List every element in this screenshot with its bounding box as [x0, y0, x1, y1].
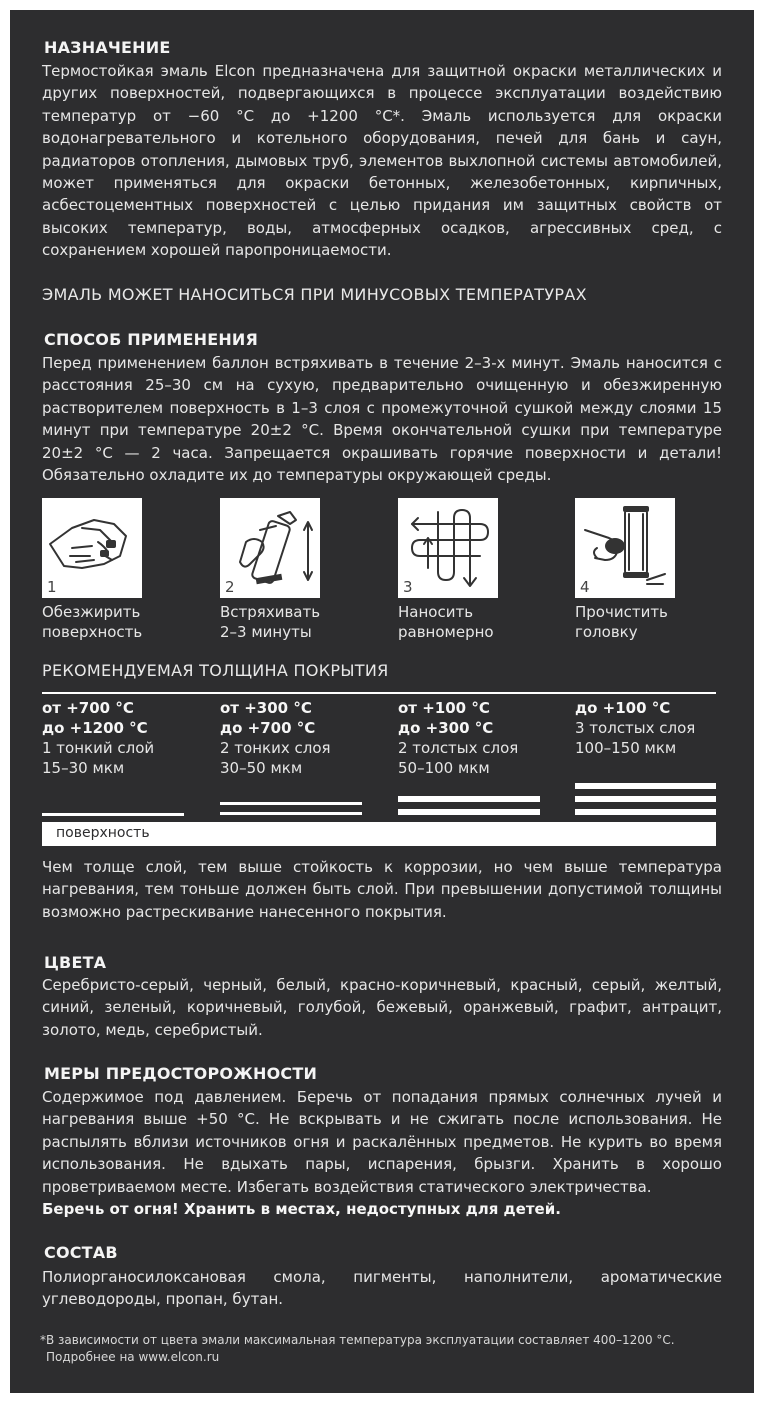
spray-pattern-icon	[398, 498, 498, 598]
step-number: 2	[225, 578, 235, 596]
thickness-note: Чем толще слой, тем выше стойкость к коррозии, но чем выше температура нагревания, тем тоньше должен быть слой. При превышении допустимой толщины возможно растрескивание нанесенного покрытия.	[42, 858, 722, 921]
step-number: 3	[403, 578, 413, 596]
shake-can-icon	[220, 498, 320, 598]
layer-bar-col2-a	[220, 802, 362, 805]
step-caption-3: Наносить равномерно	[398, 603, 494, 641]
thickness-column-4: до +100 °С 3 толстых слоя 100–150 мкм	[575, 699, 696, 757]
footnote-website[interactable]: Подробнее на www.elcon.ru	[46, 1350, 220, 1364]
application-text: Перед применением баллон встряхивать в течение 2–3-х минут. Эмаль наносится с расстояния 25–30 см на сухую, предварительно очищенную и обезжиренную растворителем поверхность в 1–3 слоя с промежуточной сушкой между слоями 15 минут при температуре 20±2 °С. Время окончательной сушки при температуре 20±2 °С — 2 часа. Запрещается окрашивать горячие поверхности и детали! Обязательно охладите их до температуры окружающей среды.	[42, 354, 722, 485]
surface-band	[42, 822, 716, 846]
hand-wipe-icon	[42, 498, 142, 598]
thickness-column-3: от +100 °С до +300 °С 2 толстых слоя 50–100 мкм	[398, 699, 519, 777]
thickness-column-2: от +300 °С до +700 °С 2 тонких слоя 30–50 мкм	[220, 699, 331, 777]
purpose-text: Термостойкая эмаль Elcon предназначена для защитной окраски металлических и других поверхностей, подвергающихся в процессе эксплуатации воздействию температур от −60 °С до +1200 °С*. Эмаль используется для окраски водонагревательного и котельного оборудования, печей для бань и саун, радиаторов отопления, дымовых труб, элементов выхлопной системы автомобилей, может применяться для окраски бетонных, железобетонных, кирпичных, асбестоцементных поверхностей с целью придания им защитных свойств от высоких температур, воды, атмосферных осадков, агрессивных сред, с сохранением хорошей паропроницаемости.	[42, 62, 722, 260]
layer-bar-col3-b	[398, 809, 540, 815]
step-number: 4	[580, 578, 590, 596]
purpose-heading: НАЗНАЧЕНИЕ	[44, 38, 171, 57]
surface-label: поверхность	[56, 825, 150, 841]
thickness-top-rule	[42, 692, 716, 694]
footnote	[40, 1332, 675, 1366]
fire-warning: Беречь от огня! Хранить в местах, недоступных для детей.	[42, 1200, 561, 1219]
composition-heading: СОСТАВ	[44, 1243, 118, 1262]
precautions-heading: МЕРЫ ПРЕДОСТОРОЖНОСТИ	[44, 1064, 318, 1083]
precautions-text: Содержимое под давлением. Беречь от попадания прямых солнечных лучей и нагревания выше +50 °С. Не вскрывать и не сжигать после использования. Не распылять вблизи источников огня и раскалённых предметов. Не курить во время использования. Не вдыхать пары, испарения, брызги. Хранить в хорошо проветриваемом месте. Избегать воздействия статического электричества. Беречь от огня! Хранить в местах, недоступных для детей.	[42, 1088, 722, 1219]
composition-text: Полиорганосилоксановая смола, пигменты, наполнители, ароматические углеводороды, пропан, бутан.	[42, 1268, 722, 1309]
step-caption-1: Обезжирить поверхность	[42, 603, 143, 641]
thickness-column-1: от +700 °С до +1200 °С 1 тонкий слой 15–30 мкм	[42, 699, 155, 777]
step-number: 1	[47, 578, 57, 596]
footnote-temperature: *В зависимости от цвета эмали максимальная температура эксплуатации составляет 400–1200 °С.	[40, 1333, 675, 1347]
colors-heading: ЦВЕТА	[44, 953, 107, 972]
step-caption-2: Встряхивать 2–3 минуты	[220, 603, 321, 641]
layer-bar-col4-b	[575, 796, 716, 802]
application-heading: СПОСОБ ПРИМЕНЕНИЯ	[44, 330, 259, 349]
clean-nozzle-icon	[575, 498, 675, 598]
minus-temperature-note: ЭМАЛЬ МОЖЕТ НАНОСИТЬСЯ ПРИ МИНУСОВЫХ ТЕМПЕРАТУРАХ	[42, 285, 587, 304]
layer-bar-col1	[42, 813, 184, 816]
step-caption-4: Прочистить головку	[575, 603, 668, 641]
layer-bar-col2-b	[220, 812, 362, 815]
colors-text: Серебристо-серый, черный, белый, красно-коричневый, красный, серый, желтый, синий, зеленый, коричневый, голубой, бежевый, оранжевый, графит, антрацит, золото, медь, серебристый.	[42, 976, 722, 1039]
layer-bar-col3-a	[398, 796, 540, 802]
layer-bar-col4-a	[575, 783, 716, 789]
label-panel	[10, 10, 754, 1393]
layer-bar-col4-c	[575, 809, 716, 815]
thickness-heading: РЕКОМЕНДУЕМАЯ ТОЛЩИНА ПОКРЫТИЯ	[42, 661, 389, 680]
